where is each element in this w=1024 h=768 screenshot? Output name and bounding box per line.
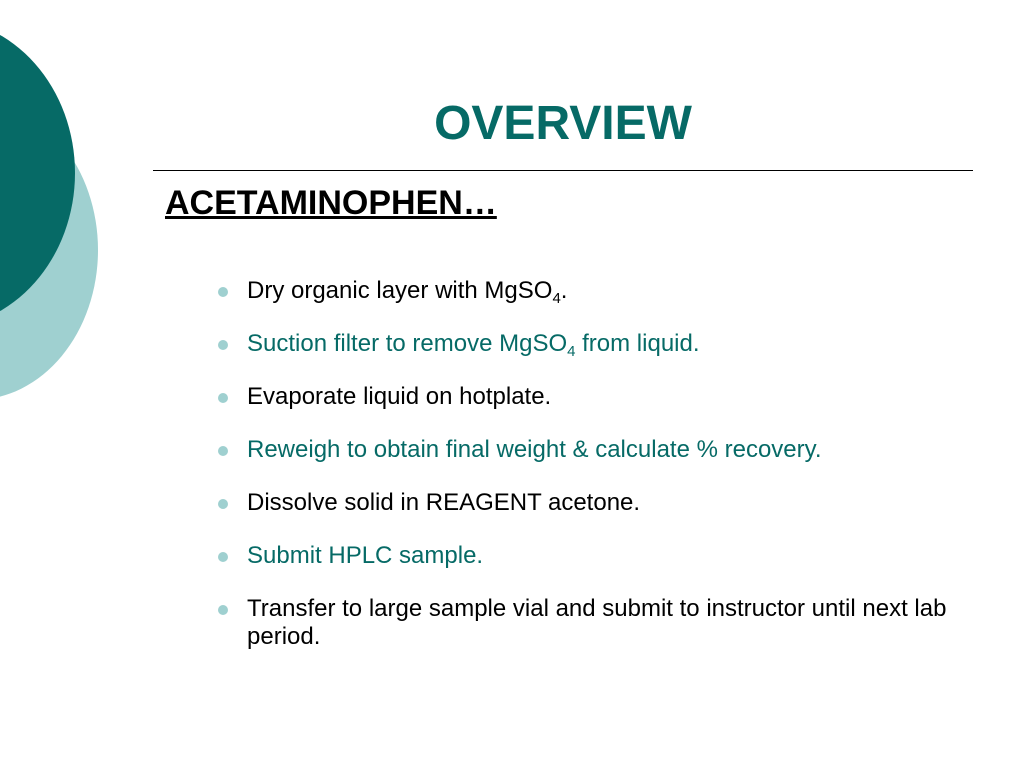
bullet-text: Dry organic layer with MgSO bbox=[247, 277, 553, 304]
bullet-dot-icon bbox=[218, 287, 228, 297]
bullet-dot-icon bbox=[218, 340, 228, 350]
bullet-dot-icon bbox=[218, 605, 228, 615]
bullet-list bbox=[216, 277, 976, 676]
bullet-text-tail: from liquid. bbox=[575, 330, 700, 357]
title-divider bbox=[153, 170, 973, 171]
bullet-dot-icon bbox=[218, 446, 228, 456]
bullet-text: Transfer to large sample vial and submit to instructor until next lab period. bbox=[247, 595, 947, 650]
bullet-item bbox=[216, 330, 976, 358]
bullet-text: Reweigh to obtain final weight & calculate % recovery. bbox=[247, 436, 822, 463]
bullet-item bbox=[216, 277, 976, 305]
slide-title: OVERVIEW bbox=[434, 97, 692, 150]
bullet-item bbox=[216, 436, 976, 464]
slide-subtitle: ACETAMINOPHEN… bbox=[165, 184, 497, 222]
bullet-text: Suction filter to remove MgSO bbox=[247, 330, 568, 357]
bullet-subscript: 4 bbox=[552, 290, 561, 307]
bullet-subscript: 4 bbox=[567, 343, 576, 360]
bullet-item bbox=[216, 383, 976, 411]
bullet-dot-icon bbox=[218, 499, 228, 509]
bullet-text: Submit HPLC sample. bbox=[247, 542, 484, 569]
bullet-text-tail: . bbox=[560, 277, 568, 304]
bullet-item bbox=[216, 489, 976, 517]
bullet-item bbox=[216, 542, 976, 570]
bullet-dot-icon bbox=[218, 393, 228, 403]
bullet-text: Dissolve solid in REAGENT acetone. bbox=[247, 489, 641, 516]
bullet-text: Evaporate liquid on hotplate. bbox=[247, 383, 552, 410]
bullet-dot-icon bbox=[218, 552, 228, 562]
bullet-item bbox=[216, 595, 976, 651]
